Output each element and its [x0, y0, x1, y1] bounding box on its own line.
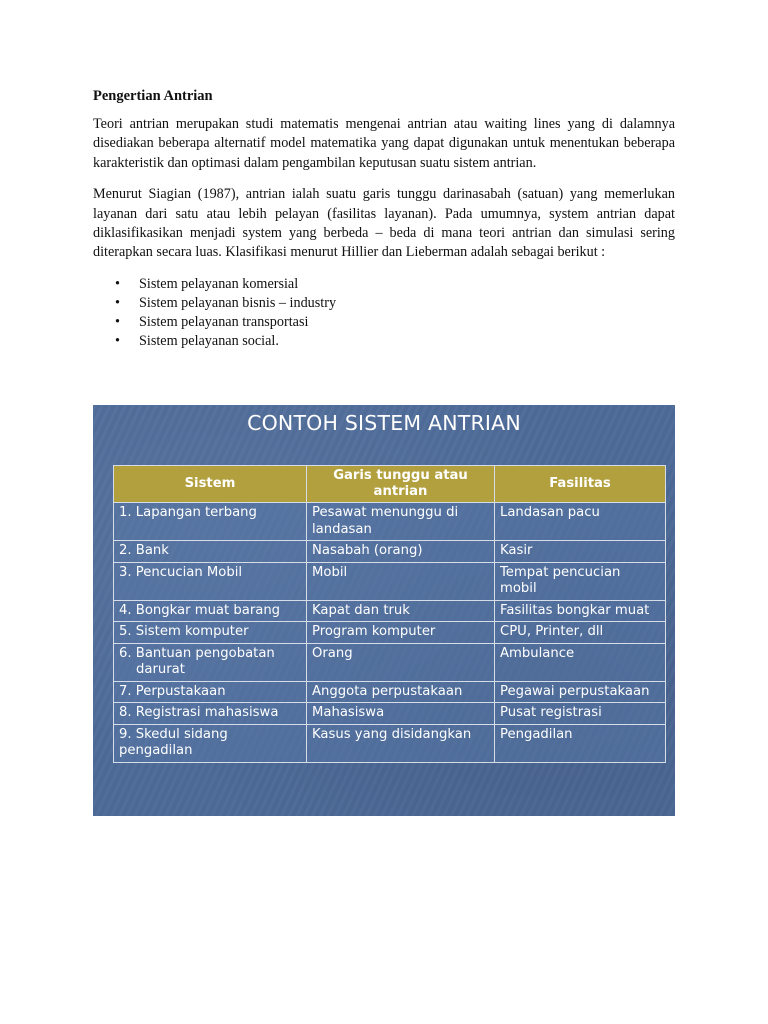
cell-sistem: 8. Registrasi mahasiswa	[114, 703, 307, 725]
column-header-fasilitas: Fasilitas	[495, 466, 666, 503]
cell-sistem: 5. Sistem komputer	[114, 622, 307, 644]
cell-sistem: 9. Skedul sidang pengadilan	[114, 724, 307, 762]
cell-sistem-line2: darurat	[136, 662, 185, 677]
column-header-garis-tunggu: Garis tunggu atau antrian	[307, 466, 495, 503]
cell-fasilitas: Pengadilan	[495, 724, 666, 762]
cell-garis-tunggu: Mobil	[307, 562, 495, 600]
list-item-text: Sistem pelayanan bisnis – industry	[139, 295, 337, 312]
cell-fasilitas: Pusat registrasi	[495, 703, 666, 725]
slide-title: CONTOH SISTEM ANTRIAN	[247, 411, 521, 435]
cell-garis-tunggu: Anggota perpustakaan	[307, 681, 495, 703]
classification-list	[93, 275, 675, 352]
bullet-icon: •	[115, 314, 120, 331]
bullet-icon: •	[115, 333, 120, 350]
list-item	[93, 275, 675, 294]
cell-sistem-line1: 6. Bantuan pengobatan	[119, 645, 275, 661]
table-row	[114, 562, 666, 600]
table-row	[114, 703, 666, 725]
table-row	[114, 681, 666, 703]
table-row	[114, 600, 666, 622]
cell-garis-tunggu: Kasus yang disidangkan	[307, 724, 495, 762]
cell-garis-tunggu: Program komputer	[307, 622, 495, 644]
table-row	[114, 541, 666, 563]
cell-sistem: 2. Bank	[114, 541, 307, 563]
column-header-sistem: Sistem	[114, 466, 307, 503]
table-row	[114, 724, 666, 762]
cell-sistem: 7. Perpustakaan	[114, 681, 307, 703]
bullet-icon: •	[115, 295, 120, 312]
table-header-row	[114, 466, 666, 503]
list-item	[93, 332, 675, 351]
list-item-text: Sistem pelayanan komersial	[139, 275, 299, 292]
table-row	[114, 643, 666, 681]
cell-sistem: 4. Bongkar muat barang	[114, 600, 307, 622]
paragraph-definition: Teori antrian merupakan studi matematis mengenai antrian atau waiting lines yang di dalamnya disediakan beberapa alternatif model matematika yang dapat digunakan untuk menentukan beberapa karakteristik dan optimasi dalam pengambilan keputusan suatu sistem antrian.	[93, 116, 675, 171]
table-row	[114, 503, 666, 541]
queue-examples-table	[113, 465, 666, 763]
cell-garis-tunggu: Kapat dan truk	[307, 600, 495, 622]
cell-sistem: 3. Pencucian Mobil	[114, 562, 307, 600]
cell-fasilitas: CPU, Printer, dll	[495, 622, 666, 644]
cell-sistem: 1. Lapangan terbang	[114, 503, 307, 541]
paragraph-siagian: Menurut Siagian (1987), antrian ialah suatu garis tunggu darinasabah (satuan) yang memerlukan layanan dari satu atau lebih pelayan (fasilitas layanan). Pada umumnya, system antrian dapat diklasifikasikan menjadi system yang berbeda – beda di mana teori antrian dan simulasi sering diterapkan secara luas. Klasifikasi menurut Hillier dan Lieberman adalah sebagai berikut :	[93, 186, 675, 261]
cell-garis-tunggu: Mahasiswa	[307, 703, 495, 725]
cell-fasilitas: Ambulance	[495, 643, 666, 681]
embedded-slide-image	[93, 405, 675, 816]
list-item-text: Sistem pelayanan social.	[139, 333, 279, 350]
table-row	[114, 622, 666, 644]
cell-garis-tunggu: Pesawat menunggu di landasan	[307, 503, 495, 541]
document-body	[93, 86, 675, 352]
cell-fasilitas: Landasan pacu	[495, 503, 666, 541]
cell-garis-tunggu: Nasabah (orang)	[307, 541, 495, 563]
bullet-icon: •	[115, 275, 120, 292]
list-item	[93, 294, 675, 313]
section-heading: Pengertian Antrian	[93, 88, 213, 104]
cell-fasilitas: Tempat pencucian mobil	[495, 562, 666, 600]
cell-fasilitas: Fasilitas bongkar muat	[495, 600, 666, 622]
list-item-text: Sistem pelayanan transportasi	[139, 314, 309, 331]
cell-fasilitas: Kasir	[495, 541, 666, 563]
list-item	[93, 313, 675, 332]
cell-fasilitas: Pegawai perpustakaan	[495, 681, 666, 703]
cell-sistem	[114, 643, 307, 681]
cell-garis-tunggu: Orang	[307, 643, 495, 681]
